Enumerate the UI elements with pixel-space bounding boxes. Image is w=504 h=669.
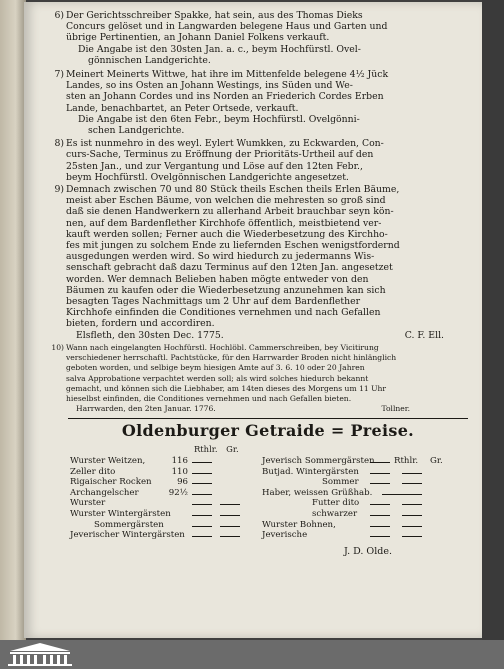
grain-label: Sommergärsten	[94, 519, 164, 530]
price-row	[262, 530, 472, 541]
signer-name: C. F. Ell.	[404, 329, 444, 341]
paragraph-note: Die Angabe ist den 6ten Febr., beym Hochfürstl. Ovelgönni-	[78, 113, 360, 125]
header-gr: Gr.	[226, 444, 239, 454]
grain-label: schwarzer	[312, 508, 358, 519]
prices-heading: Oldenburger Getraide = Preise.	[121, 421, 415, 440]
paragraph-7	[54, 69, 472, 137]
grain-label: Wurster Weitzen,	[70, 456, 146, 466]
blank-line	[370, 473, 390, 474]
blank-line	[402, 536, 422, 537]
library-building-icon	[6, 641, 74, 667]
paragraph-line: hieselbst einfinden, die Conditiones vernehmen und nach Gefallen bieten.	[66, 393, 352, 403]
blank-line	[192, 494, 212, 495]
blank-line	[192, 536, 212, 537]
dateline	[66, 404, 472, 414]
blank-line	[402, 504, 422, 505]
blank-line	[192, 504, 212, 505]
price-row	[262, 467, 472, 478]
grain-label: Jeverische	[262, 530, 308, 541]
price-column-right	[262, 446, 472, 541]
price-row	[70, 520, 260, 531]
grain-label: Jeverisch Sommergärsten	[262, 456, 375, 466]
blank-line	[370, 536, 390, 537]
paragraph-line: Lande, benachbartet, an Peter Ortsede, verkauft.	[66, 102, 299, 114]
page-shadow	[482, 0, 504, 640]
dateline	[66, 330, 472, 341]
prices-signature: J. D. Olde.	[344, 546, 392, 557]
viewer-footer-bar	[0, 640, 504, 669]
date-text: Harrwarden, den 2ten Januar. 1776.	[76, 404, 216, 414]
blank-line	[192, 473, 212, 474]
price-row	[70, 488, 260, 499]
blank-line	[192, 483, 212, 484]
paragraph-line: übrige Pertinentien, an Johann Daniel Folkens verkauft.	[66, 32, 330, 44]
price-row	[70, 456, 260, 467]
grain-label: Wurster	[70, 498, 106, 509]
paragraph-number: 8)	[54, 138, 64, 150]
paragraph-line: kauft werden sollen; Ferner auch die Wiederbesetzung des Kirchho-	[66, 228, 388, 240]
header-rthlr: Rthlr.	[194, 444, 218, 454]
paragraph-line: Concurs gelöset und in Langwarden belegene Haus und Garten und	[66, 21, 388, 33]
header-gr: Gr.	[430, 456, 443, 466]
blank-line	[220, 526, 240, 527]
blank-line	[382, 494, 402, 495]
grain-label: Futter dito	[312, 498, 360, 509]
paragraph-line: sten an Johann Cordes und ins Norden an Friederich Cordes Erben	[66, 91, 384, 103]
price-row	[262, 477, 472, 488]
paragraph-line: senschaft gebracht daß dazu Terminus auf den 12ten Jan. angesetzet	[66, 262, 393, 274]
price-row	[70, 498, 260, 509]
paragraph-note: schen Landgerichte.	[88, 125, 185, 137]
grain-price: 96	[177, 477, 188, 488]
paragraph-number: 7)	[54, 69, 64, 81]
price-row	[70, 530, 260, 541]
grain-label: Haber, weissen Grüßhab.	[262, 487, 373, 498]
header-rthlr: Rthlr.	[394, 456, 419, 466]
blank-line	[220, 536, 240, 537]
paragraph-line: worden. Wer demnach Belieben haben mögte entweder von den	[66, 273, 369, 285]
paragraph-line: geboten worden, und selbige beym hiesigen Amte auf 3. 6. 10 oder 20 Jahren	[66, 363, 365, 373]
paragraph-line: meist aber Eschen Bäume, von welchen die mehresten so groß sind	[66, 195, 386, 207]
blank-line	[370, 483, 390, 484]
grain-label: Butjad. Wintergärsten	[262, 466, 359, 477]
blank-line	[402, 526, 422, 527]
paragraph-line: Es ist nunmehro in des weyl. Eylert Wumkken, zu Eckwarden, Con-	[66, 138, 384, 150]
price-row	[70, 509, 260, 520]
paragraph-line: besagten Tages Nachmittags um 2 Uhr auf dem Bardenflether	[66, 296, 361, 308]
paragraph-line: Meinert Meinerts Wittwe, hat ihre im Mittenfelde belegene 4½ Jück	[66, 69, 389, 81]
price-row	[262, 509, 472, 520]
blank-line	[402, 515, 422, 516]
paragraph-line: Landes, so ins Osten an Johann Westings, ins Süden und We-	[66, 80, 353, 92]
paragraph-line: Demnach zwischen 70 und 80 Stück theils Eschen theils Erlen Bäume,	[66, 184, 400, 196]
paragraph-line: ausgedungen werden wird. So wird hiedurch zu jedermanns Wis-	[66, 251, 375, 263]
blank-line	[402, 494, 422, 495]
price-row	[262, 488, 472, 499]
grain-price-table	[70, 446, 470, 566]
price-column-left	[70, 446, 260, 541]
previous-page-edge	[0, 0, 26, 640]
paragraph-line: daß sie denen Handwerkern zu allerhand Arbeit brauchbar seyn kön-	[66, 206, 394, 218]
blank-line	[220, 504, 240, 505]
blank-line	[220, 515, 240, 516]
paragraph-line: Kirchhofe einfinden die Conditiones vernehmen und nach Gefallen	[66, 307, 381, 319]
paragraph-line: salva Approbatione verpachtet werden soll; als wird solches hiedurch bekannt	[66, 373, 369, 383]
paragraph-10	[51, 342, 472, 414]
paragraph-line: Wann nach eingelangten Hochfürstl. Hochlöbl. Cammerschreiben, bey Vicitirung	[66, 342, 379, 352]
paragraph-line: bieten, fordern und accordiren.	[66, 318, 215, 330]
paragraph-line: 25sten Jan., und zur Vergantung und Löse auf den 12ten Febr.,	[66, 160, 363, 172]
paragraph-line: fes mit jungen zu solchem Ende zu liefernden Eschen wenigstfordernd	[66, 240, 400, 252]
paragraph-line: beym Hochfürstl. Ovelgönnischen Landgerichte angesetzet.	[66, 171, 349, 183]
blank-line	[402, 483, 422, 484]
paragraph-number: 10)	[51, 342, 64, 352]
grain-label: Sommer	[322, 477, 359, 488]
paragraph-note: Die Angabe ist den 30sten Jan. a. c., beym Hochfürstl. Ovel-	[78, 43, 361, 55]
paragraph-line: verschiedener herrschaftl. Pachtstücke, für den Harrwarder Broden nicht hinlänglich	[66, 353, 397, 363]
paragraph-line: nen, auf dem Bardenflether Kirchhofe öffentlich, meistbietend ver-	[66, 217, 382, 229]
grain-label: Wurster Bohnen,	[262, 519, 336, 530]
blank-line	[402, 473, 422, 474]
price-row	[70, 477, 260, 488]
date-text: Elsfleth, den 30sten Dec. 1775.	[76, 329, 224, 341]
grain-price: 110	[171, 466, 188, 477]
blank-line	[192, 526, 212, 527]
paragraph-line: Bäumen zu kaufen oder die Wiederbesetzung anzunehmen kan sich	[66, 284, 386, 296]
blank-line	[370, 462, 390, 463]
paragraph-note: gönnischen Landgerichte.	[88, 54, 211, 66]
signer-name: Tollner.	[381, 404, 410, 414]
paragraph-number: 9)	[54, 184, 64, 196]
blank-line	[370, 504, 390, 505]
paragraph-8	[54, 138, 472, 183]
price-row	[262, 456, 472, 467]
grain-label: Wurster Wintergärsten	[70, 508, 171, 519]
paragraph-number: 6)	[54, 10, 64, 21]
blank-line	[370, 515, 390, 516]
grain-label: Rigaischer Rocken	[70, 477, 152, 488]
paragraph-line: gemacht, und können sich die Liebhaber, am 14ten dieses des Morgens um 11 Uhr	[66, 383, 387, 393]
blank-line	[192, 462, 212, 463]
price-row	[262, 520, 472, 531]
grain-label: Zeller dito	[70, 466, 116, 477]
document-text	[51, 10, 472, 415]
blank-line	[370, 526, 390, 527]
grain-price: 116	[171, 456, 188, 466]
section-divider	[68, 418, 468, 419]
price-row	[262, 498, 472, 509]
blank-line	[192, 515, 212, 516]
paragraph-line: curs-Sache, Terminus zu Eröffnung der Prioritäts-Urtheil auf den	[66, 149, 374, 161]
price-row	[70, 467, 260, 478]
grain-label: Archangelscher	[70, 487, 139, 498]
paragraph-9	[54, 184, 472, 341]
paragraph-6	[54, 10, 472, 66]
grain-price: 92½	[168, 487, 188, 498]
grain-label: Jeverischer Wintergärsten	[70, 530, 185, 541]
column-header	[194, 444, 239, 455]
paragraph-line: Der Gerichtsschreiber Spakke, hat sein, aus des Thomas Dieks	[66, 10, 363, 21]
